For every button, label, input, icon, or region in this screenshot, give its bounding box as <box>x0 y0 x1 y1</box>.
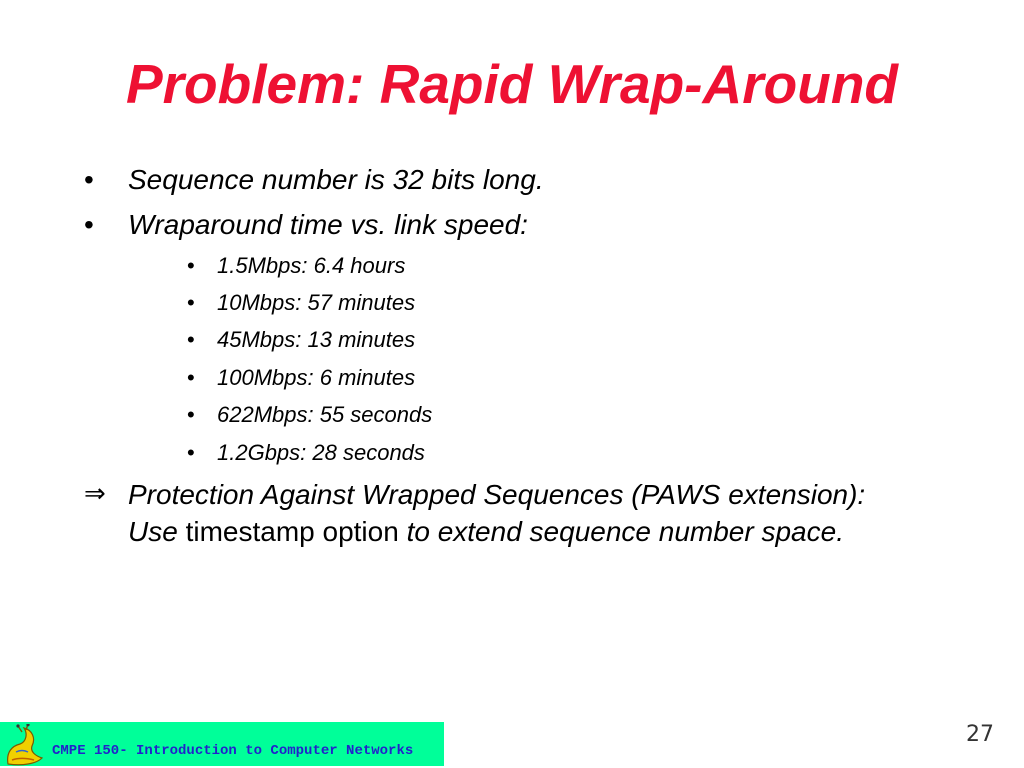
page-number: 27 <box>966 722 994 747</box>
bullet-marker: • <box>84 164 94 195</box>
implication-part-2: timestamp option <box>185 516 399 547</box>
sub-bullet-text: 1.5Mbps: 6.4 hours <box>217 253 406 278</box>
bullet-text: Wraparound time vs. link speed: <box>128 209 528 240</box>
sub-bullet-text: 10Mbps: 57 minutes <box>217 290 416 315</box>
sub-bullet-marker: • <box>187 327 195 352</box>
implication-part-1: Protection Against Wrapped Sequences (PAWS extension): Use <box>128 479 866 547</box>
sub-bullet-text: 100Mbps: 6 minutes <box>217 365 416 390</box>
sub-bullet-marker: • <box>187 365 195 390</box>
slide-title: Problem: Rapid Wrap-Around <box>125 53 899 115</box>
banana-slug-logo-icon <box>2 724 46 766</box>
bullet-text: Sequence number is 32 bits long. <box>128 164 544 195</box>
sub-bullet-text: 622Mbps: 55 seconds <box>217 402 433 427</box>
bullet-marker: • <box>84 209 94 240</box>
sub-bullet-text: 45Mbps: 13 minutes <box>217 327 416 352</box>
footer-course-title: CMPE 150- Introduction to Computer Networks <box>52 743 414 759</box>
sub-bullet-marker: • <box>187 440 195 465</box>
implication-part-3: to extend sequence number space. <box>406 516 844 547</box>
implies-arrow-icon: ⇒ <box>84 479 106 509</box>
sub-bullet-marker: • <box>187 290 195 315</box>
sub-bullet-marker: • <box>187 253 195 278</box>
implication-text <box>128 476 918 550</box>
sub-bullet-marker: • <box>187 402 195 427</box>
sub-bullet-text: 1.2Gbps: 28 seconds <box>217 440 425 465</box>
